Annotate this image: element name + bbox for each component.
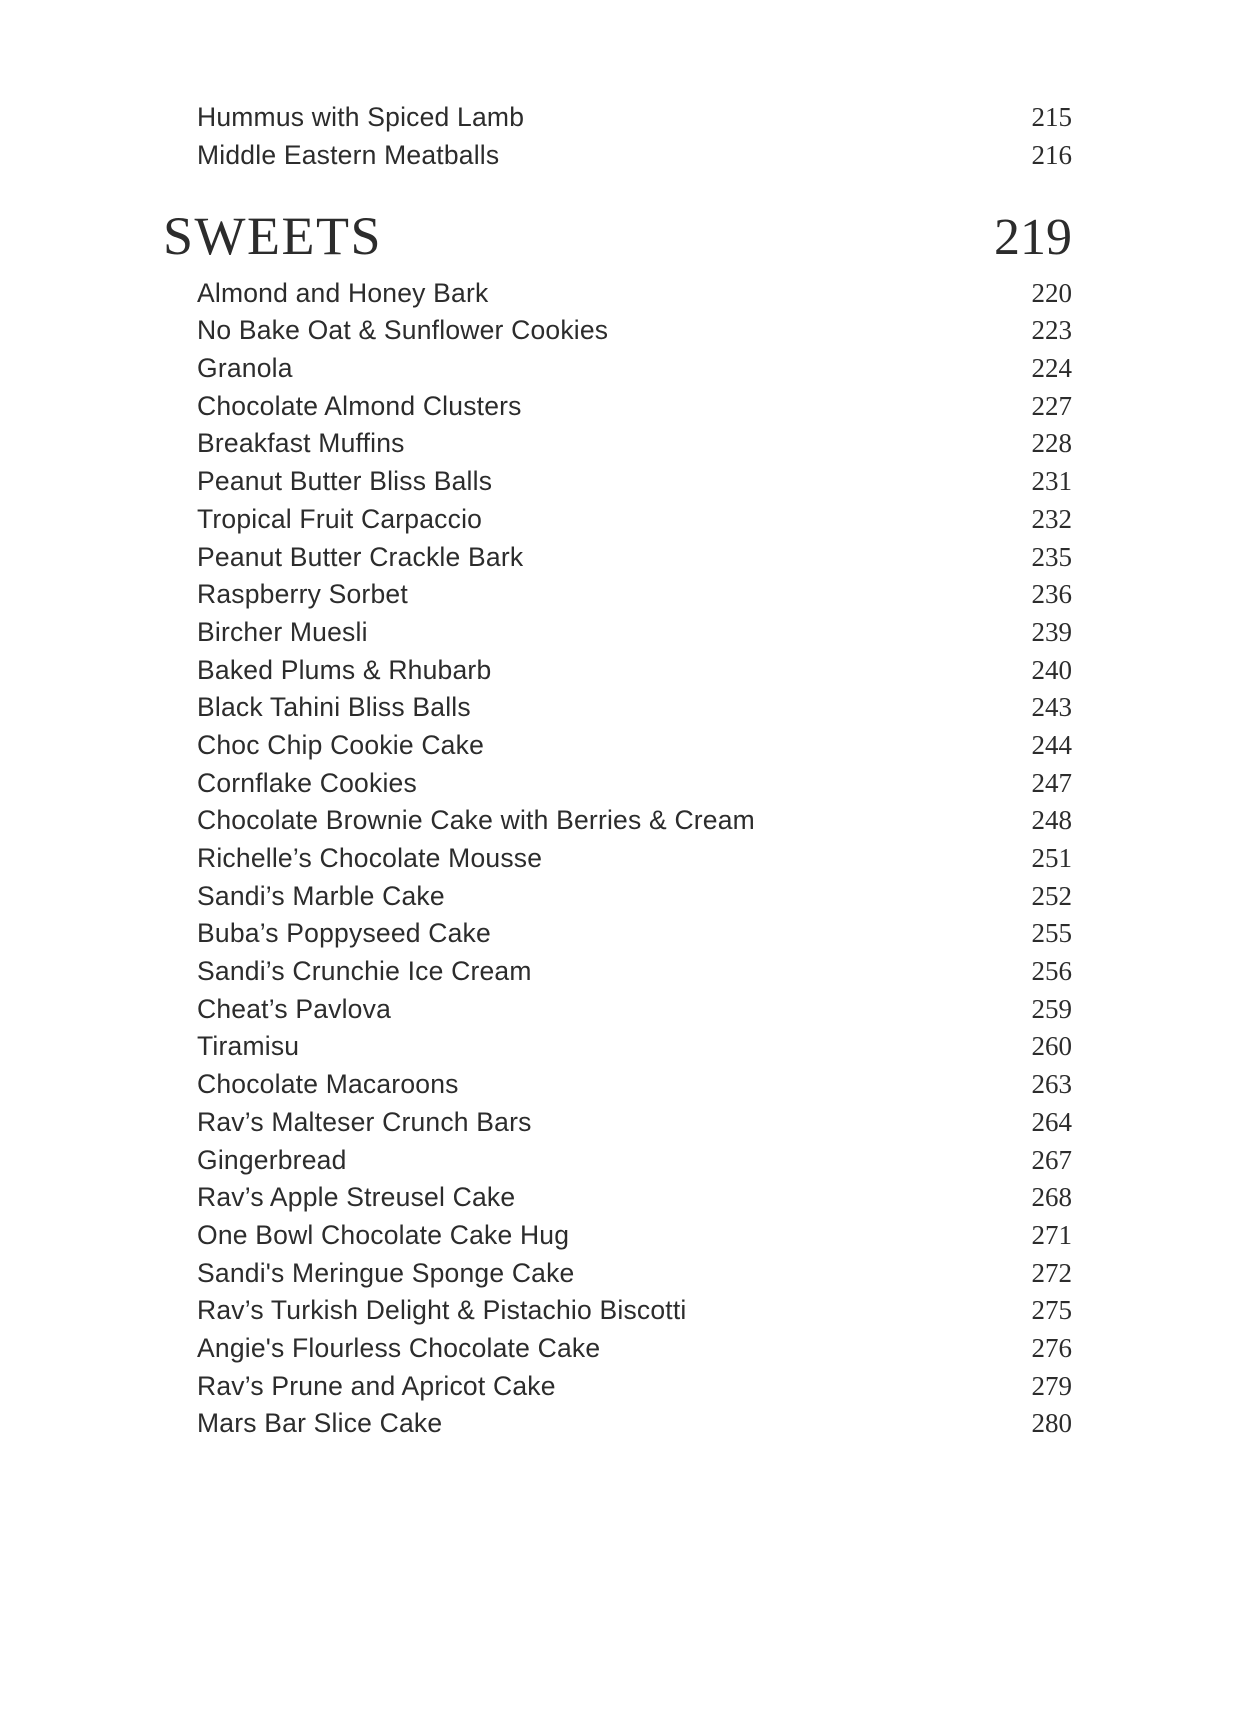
toc-entry-title: Tropical Fruit Carpaccio [197,503,483,534]
toc-entry-page: 231 [1031,466,1072,497]
toc-entry-title: Peanut Butter Crackle Bark [197,541,524,572]
toc-entry-page: 276 [1031,1332,1072,1363]
toc-row [197,425,1072,463]
toc-row [197,538,1072,576]
toc-entry-page: 275 [1031,1295,1072,1326]
toc-entry-title: Mars Bar Slice Cake [197,1408,443,1439]
toc-entry-title: Rav’s Malteser Crunch Bars [197,1106,532,1137]
section-page-number: 219 [994,209,1072,267]
toc-row [197,1254,1072,1292]
toc-row [197,802,1072,840]
toc-entry-page: 256 [1031,956,1072,987]
toc-row [197,651,1072,689]
toc-entry-page: 235 [1031,541,1072,572]
toc-row [197,1104,1072,1142]
toc-entry-title: Gingerbread [197,1144,347,1175]
toc-entry-page: 272 [1031,1257,1072,1288]
toc-entry-title: Middle Eastern Meatballs [197,140,500,171]
toc-entry-title: Sandi’s Marble Cake [197,880,445,911]
toc-row [197,576,1072,614]
toc-row [197,1141,1072,1179]
toc-row [197,99,1072,137]
toc-entry-page: 239 [1031,616,1072,647]
toc-entry-page: 224 [1031,353,1072,384]
toc-entry-page: 220 [1031,277,1072,308]
toc-row [197,1066,1072,1104]
toc-row [197,463,1072,501]
toc-entry-page: 251 [1031,843,1072,874]
toc-row [197,387,1072,425]
toc-entry-title: Peanut Butter Bliss Balls [197,466,493,497]
toc-entry-title: Cheat’s Pavlova [197,993,392,1024]
toc-entry-title: Sandi's Meringue Sponge Cake [197,1257,575,1288]
toc-row [197,877,1072,915]
toc-entry-page: 248 [1031,805,1072,836]
toc-entry-page: 216 [1031,140,1072,171]
toc-row [197,1330,1072,1368]
toc-entry-page: 236 [1031,579,1072,610]
toc-entry-title: Bircher Muesli [197,616,368,647]
toc-entry-page: 271 [1031,1219,1072,1250]
toc-entry-page: 280 [1031,1408,1072,1439]
toc-entry-page: 240 [1031,654,1072,685]
toc-entry-title: Tiramisu [197,1031,300,1062]
toc-entry-title: Raspberry Sorbet [197,579,408,610]
toc-entry-title: Black Tahini Bliss Balls [197,692,471,723]
toc-row [197,915,1072,953]
toc-row [197,990,1072,1028]
toc-row [197,689,1072,727]
toc-entry-title: Rav’s Turkish Delight & Pistachio Biscotti [197,1295,687,1326]
toc-entry-page: 243 [1031,692,1072,723]
toc-row [197,1179,1072,1217]
toc-row [197,274,1072,312]
toc-entry-page: 223 [1031,315,1072,346]
toc-entry-page: 247 [1031,767,1072,798]
toc-row [197,1028,1072,1066]
toc-entry-page: 215 [1031,102,1072,133]
toc-row [197,312,1072,350]
toc-row [197,840,1072,878]
toc-row [197,1217,1072,1255]
toc-row [197,1405,1072,1443]
section-items-list [163,274,1072,1442]
toc-entry-title: Hummus with Spiced Lamb [197,102,525,133]
toc-entry-title: Sandi’s Crunchie Ice Cream [197,956,532,987]
toc-entry-title: Baked Plums & Rhubarb [197,654,492,685]
toc-entry-page: 255 [1031,918,1072,949]
toc-row [197,764,1072,802]
toc-row [197,1367,1072,1405]
toc-entry-page: 227 [1031,390,1072,421]
toc-entry-page: 244 [1031,729,1072,760]
toc-entry-title: Rav’s Apple Streusel Cake [197,1182,516,1213]
toc-entry-page: 260 [1031,1031,1072,1062]
toc-entry-title: Angie's Flourless Chocolate Cake [197,1332,601,1363]
toc-row [197,953,1072,991]
toc-entry-page: 259 [1031,993,1072,1024]
toc-row [197,137,1072,175]
toc-entry-title: Richelle’s Chocolate Mousse [197,843,543,874]
section-title: SWEETS [163,206,382,267]
toc-entry-title: Almond and Honey Bark [197,277,489,308]
section-heading-row [163,205,1072,267]
leading-items-list [163,99,1072,174]
toc-entry-title: One Bowl Chocolate Cake Hug [197,1219,570,1250]
toc-row [197,1292,1072,1330]
toc-row [197,614,1072,652]
toc-entry-page: 267 [1031,1144,1072,1175]
toc-entry-title: Cornflake Cookies [197,767,417,798]
toc-entry-title: Chocolate Brownie Cake with Berries & Cream [197,805,755,836]
toc-entry-page: 263 [1031,1069,1072,1100]
toc-entry-title: Chocolate Almond Clusters [197,390,522,421]
toc-entry-title: No Bake Oat & Sunflower Cookies [197,315,609,346]
toc-entry-title: Rav’s Prune and Apricot Cake [197,1370,556,1401]
toc-entry-title: Buba’s Poppyseed Cake [197,918,491,949]
toc-row [197,350,1072,388]
toc-entry-title: Breakfast Muffins [197,428,405,459]
toc-entry-page: 279 [1031,1370,1072,1401]
toc-row [197,727,1072,765]
toc-entry-title: Chocolate Macaroons [197,1069,459,1100]
toc-entry-page: 264 [1031,1106,1072,1137]
toc-entry-page: 228 [1031,428,1072,459]
toc-row [197,501,1072,539]
toc-entry-page: 252 [1031,880,1072,911]
toc-entry-title: Choc Chip Cookie Cake [197,729,485,760]
toc-entry-page: 268 [1031,1182,1072,1213]
toc-entry-title: Granola [197,353,293,384]
toc-entry-page: 232 [1031,503,1072,534]
